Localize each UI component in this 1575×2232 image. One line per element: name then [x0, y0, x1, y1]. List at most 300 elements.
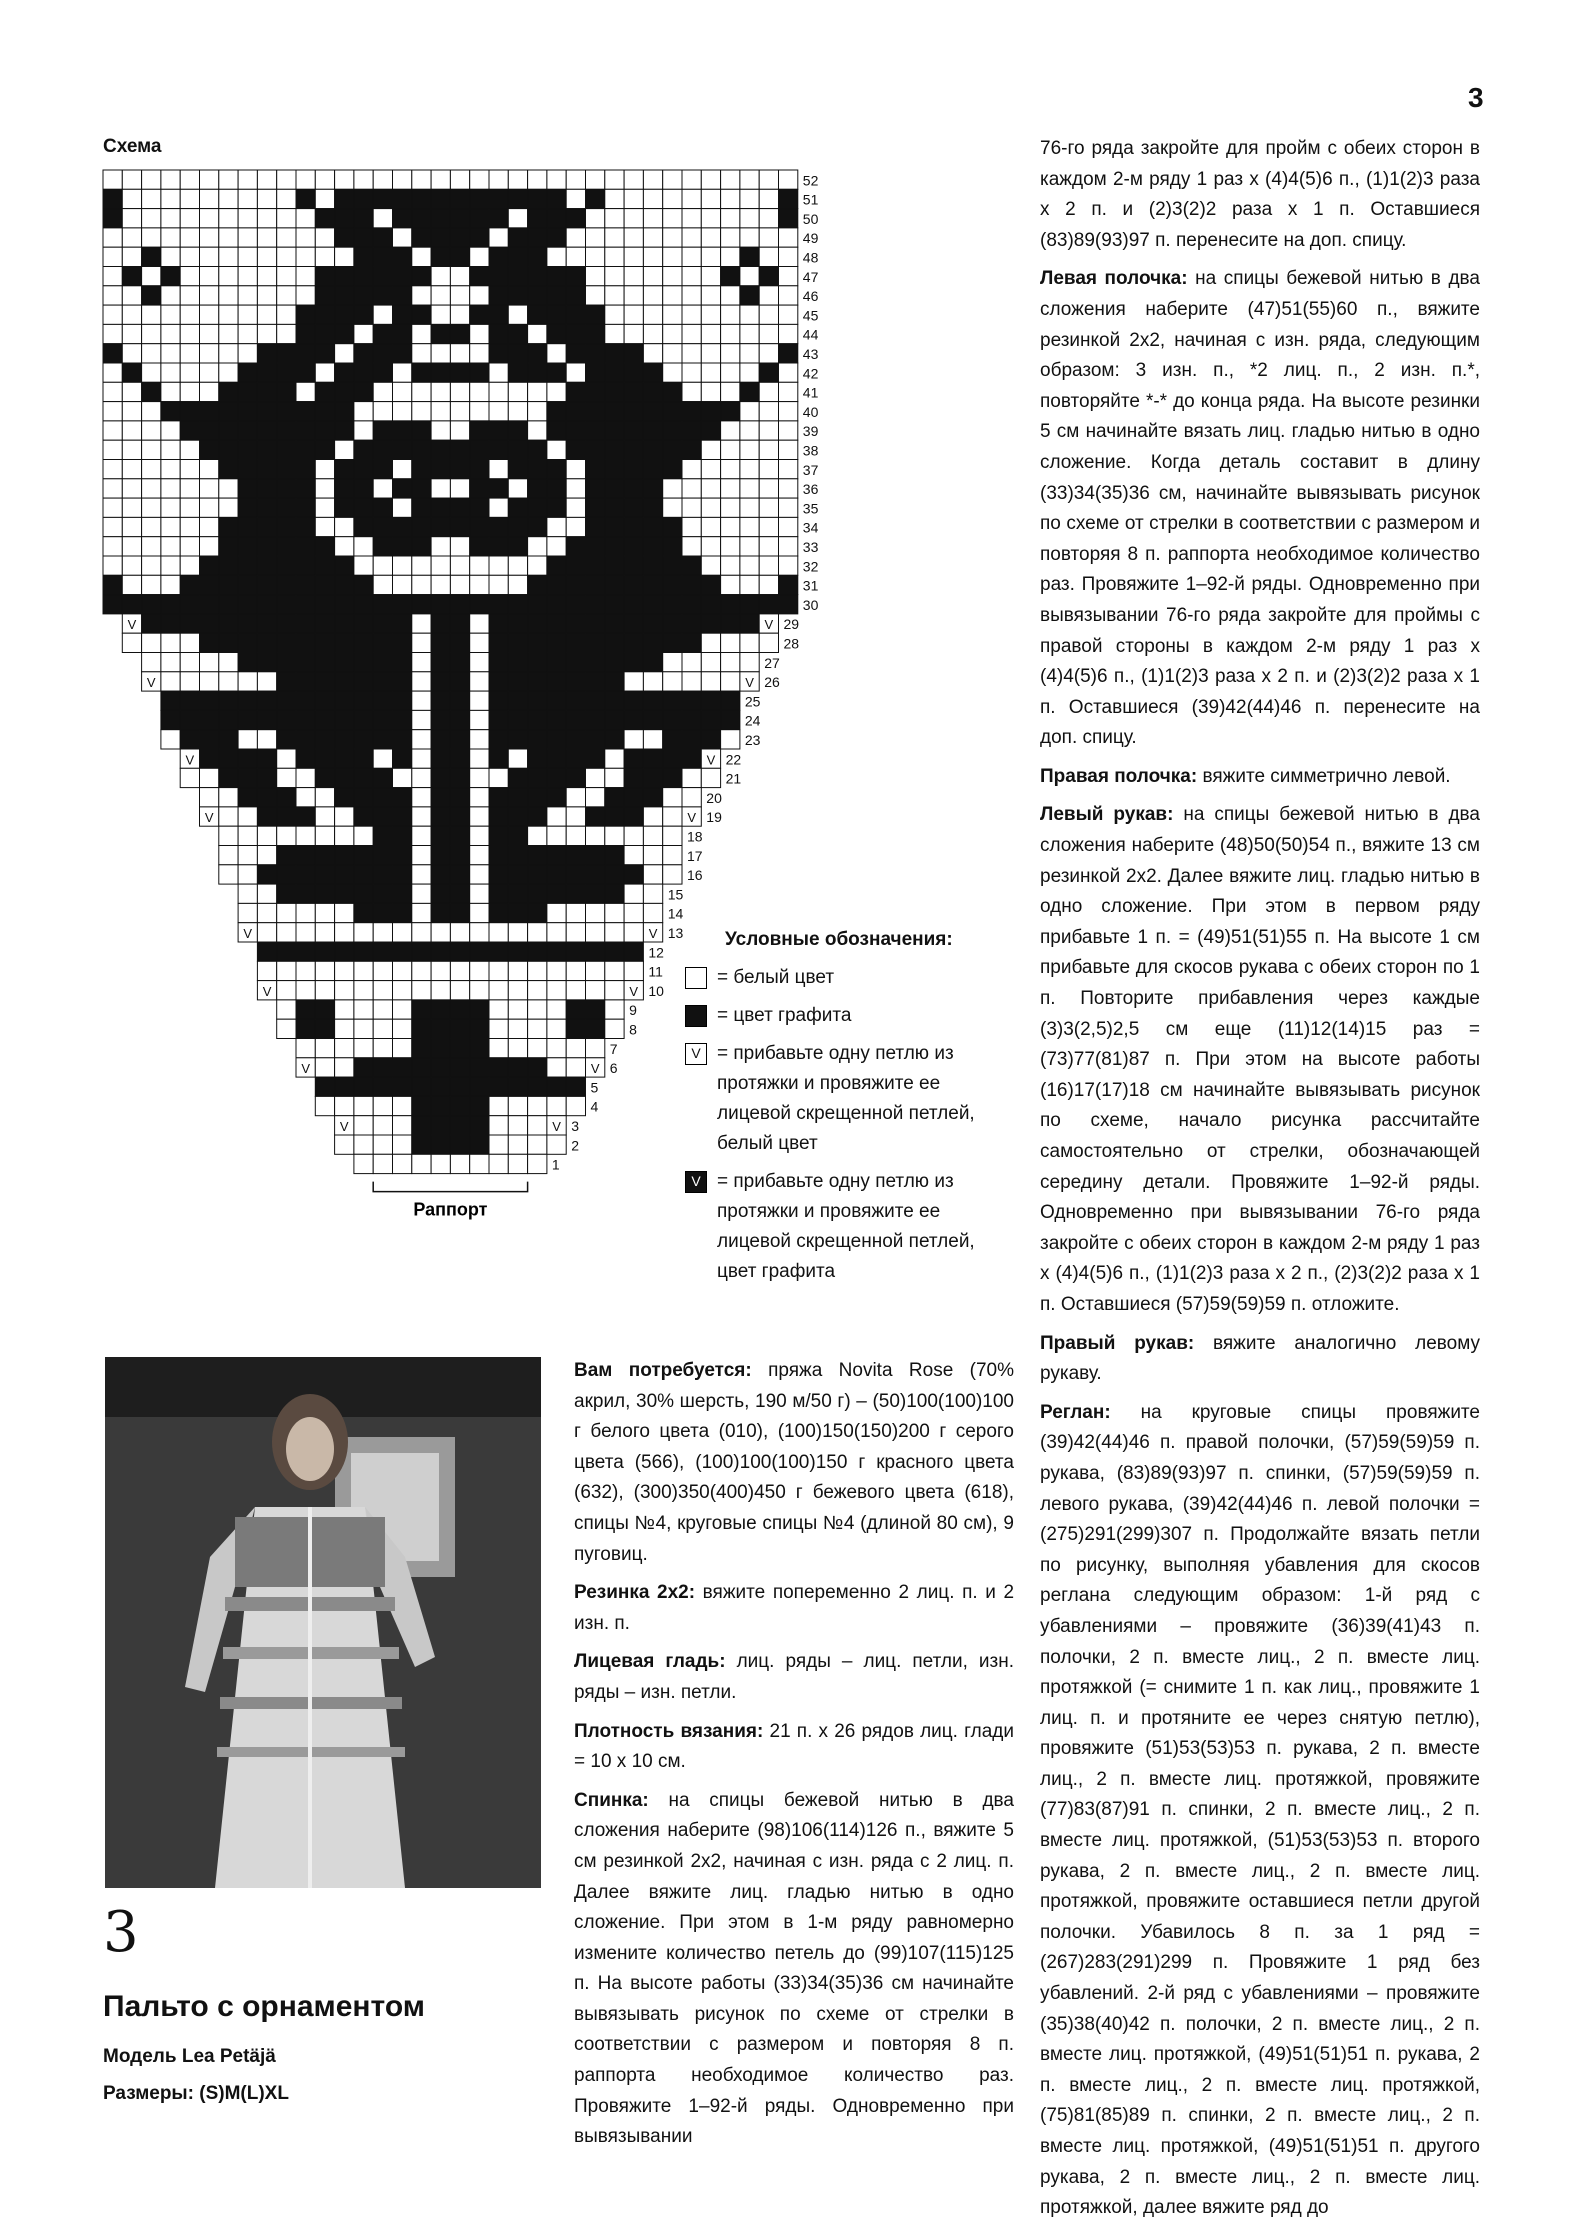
- chart-cell-white: [103, 440, 122, 459]
- chart-cell-dark: [586, 1019, 605, 1038]
- chart-cell-white: [643, 170, 662, 189]
- chart-cell-dark: [412, 189, 431, 208]
- chart-cell-dark: [431, 672, 450, 691]
- chart-cell-dark: [470, 942, 489, 961]
- chart-cell-white: [586, 1039, 605, 1058]
- chart-cell-dark: [663, 537, 682, 556]
- chart-cell-white: [200, 344, 219, 363]
- chart-cell-dark: [643, 402, 662, 421]
- row-number-label: 45: [802, 307, 819, 324]
- chart-cell-white: [663, 363, 682, 382]
- chart-cell-white: [142, 537, 161, 556]
- chart-cell-dark: [277, 517, 296, 536]
- paragraph-label: Левая полочка:: [1040, 268, 1188, 290]
- chart-cell-dark: [605, 865, 624, 884]
- paragraph-text: вяжите аналогично левому рукаву.: [1040, 1332, 1480, 1385]
- chart-cell-white: [431, 305, 450, 324]
- chart-cell-dark: [528, 691, 547, 710]
- chart-cell-white: [335, 517, 354, 536]
- chart-cell-dark: [335, 189, 354, 208]
- chart-cell-white: [257, 305, 276, 324]
- chart-cell-dark: [200, 421, 219, 440]
- chart-cell-white: [489, 1039, 508, 1058]
- chart-cell-dark: [219, 556, 238, 575]
- chart-cell-dark: [605, 344, 624, 363]
- chart-cell-dark: [566, 614, 585, 633]
- chart-cell-dark: [431, 846, 450, 865]
- chart-cell-white: [586, 923, 605, 942]
- chart-cell-dark: [566, 633, 585, 652]
- chart-cell-white: [682, 382, 701, 401]
- chart-cell-white: [701, 517, 720, 536]
- chart-cell-dark: [508, 189, 527, 208]
- chart-cell-dark: [393, 305, 412, 324]
- chart-cell-dark: [489, 440, 508, 459]
- chart-cell-white: [257, 730, 276, 749]
- chart-cell-white: [200, 768, 219, 787]
- chart-cell-white: [470, 382, 489, 401]
- chart-cell-dark: [315, 865, 334, 884]
- row-number-label: 40: [802, 403, 819, 420]
- chart-cell-white: [315, 170, 334, 189]
- chart-cell-white: [643, 344, 662, 363]
- chart-cell-white: [122, 170, 141, 189]
- chart-cell-dark: [528, 788, 547, 807]
- chart-cell-dark: [586, 344, 605, 363]
- chart-cell-white: [721, 305, 740, 324]
- paragraph: [1040, 1329, 1480, 1390]
- chart-cell-dark: [547, 363, 566, 382]
- chart-cell-white: [721, 170, 740, 189]
- chart-cell-dark: [624, 633, 643, 652]
- chart-cell-dark: [586, 710, 605, 729]
- chart-cell-white: [528, 1135, 547, 1154]
- chart-cell-dark: [161, 595, 180, 614]
- chart-cell-white: [373, 382, 392, 401]
- chart-cell-white: [335, 170, 354, 189]
- chart-cell-white: [470, 286, 489, 305]
- chart-cell-white: [489, 460, 508, 479]
- chart-cell-white: [412, 923, 431, 942]
- chart-cell-dark: [663, 421, 682, 440]
- chart-cell-dark: [547, 942, 566, 961]
- chart-cell-dark: [643, 710, 662, 729]
- chart-cell-dark: [450, 324, 469, 343]
- chart-cell-white: [335, 344, 354, 363]
- chart-cell-white: [238, 170, 257, 189]
- chart-cell-dark: [373, 903, 392, 922]
- chart-cell-dark: [315, 382, 334, 401]
- chart-cell-white: [393, 498, 412, 517]
- chart-cell-dark: [701, 402, 720, 421]
- chart-cell-white: [721, 247, 740, 266]
- chart-cell-dark: [605, 421, 624, 440]
- chart-cell-dark: [547, 324, 566, 343]
- chart-cell-dark: [315, 537, 334, 556]
- chart-cell-dark: [431, 788, 450, 807]
- chart-cell-dark: [605, 672, 624, 691]
- chart-cell-white: [489, 575, 508, 594]
- chart-cell-white: [122, 479, 141, 498]
- chart-cell-white: [740, 653, 759, 672]
- chart-cell-dark: [586, 460, 605, 479]
- chart-cell-dark: [450, 865, 469, 884]
- chart-cell-white: [701, 286, 720, 305]
- chart-cell-white: [238, 228, 257, 247]
- chart-cell-dark: [470, 595, 489, 614]
- chart-cell-white: [412, 749, 431, 768]
- chart-cell-dark: [296, 517, 315, 536]
- chart-cell-white: [373, 556, 392, 575]
- chart-cell-dark: [296, 421, 315, 440]
- chart-cell-dark: [605, 730, 624, 749]
- chart-cell-dark: [335, 788, 354, 807]
- chart-cell-dark: [393, 633, 412, 652]
- chart-cell-white: [701, 768, 720, 787]
- paragraph: [574, 1786, 1014, 2153]
- chart-cell-white: [373, 1019, 392, 1038]
- chart-cell-white: [643, 189, 662, 208]
- chart-cell-white: [586, 981, 605, 1000]
- chart-cell-dark: [643, 537, 662, 556]
- chart-cell-dark: [547, 286, 566, 305]
- chart-cell-white: [431, 402, 450, 421]
- chart-cell-white: [296, 286, 315, 305]
- chart-cell-dark: [508, 324, 527, 343]
- chart-cell-white: [161, 460, 180, 479]
- chart-cell-dark: [354, 363, 373, 382]
- chart-cell-dark: [277, 884, 296, 903]
- chart-cell-white: [257, 267, 276, 286]
- chart-cell-white: [161, 537, 180, 556]
- chart-cell-white: [624, 672, 643, 691]
- chart-cell-white: [142, 633, 161, 652]
- chart-cell-white: [759, 170, 778, 189]
- chart-cell-dark: [431, 730, 450, 749]
- chart-cell-dark: [586, 846, 605, 865]
- chart-cell-white: [721, 672, 740, 691]
- chart-cell-white: [354, 923, 373, 942]
- chart-cell-dark: [566, 942, 585, 961]
- chart-cell-dark: [238, 575, 257, 594]
- chart-cell-white: [701, 537, 720, 556]
- chart-cell-white: [547, 1096, 566, 1115]
- chart-cell-white: [200, 267, 219, 286]
- chart-cell-dark: [373, 286, 392, 305]
- chart-cell-dark: [373, 498, 392, 517]
- chart-cell-dark: [586, 807, 605, 826]
- chart-cell-dark: [354, 228, 373, 247]
- chart-cell-dark: [431, 1019, 450, 1038]
- chart-cell-dark: [586, 691, 605, 710]
- chart-cell-dark: [489, 344, 508, 363]
- chart-cell-dark: [528, 440, 547, 459]
- chart-cell-white: [180, 344, 199, 363]
- chart-cell-dark: [605, 479, 624, 498]
- chart-cell-white: [779, 305, 798, 324]
- chart-cell-white: [759, 286, 778, 305]
- paragraph: [1040, 762, 1480, 793]
- chart-cell-white: [721, 730, 740, 749]
- chart-cell-dark: [431, 247, 450, 266]
- chart-cell-white: [759, 517, 778, 536]
- chart-cell-dark: [663, 575, 682, 594]
- chart-cell-white: [277, 768, 296, 787]
- chart-cell-white: [257, 209, 276, 228]
- chart-cell-dark: [624, 807, 643, 826]
- chart-cell-dark: [547, 209, 566, 228]
- chart-cell-white: [470, 981, 489, 1000]
- row-number-label: 18: [687, 828, 703, 845]
- chart-cell-white: [200, 517, 219, 536]
- chart-cell-white: [200, 363, 219, 382]
- chart-cell-dark: [508, 1077, 527, 1096]
- chart-cell-dark: [450, 788, 469, 807]
- chart-cell-dark: [586, 421, 605, 440]
- increase-mark-icon: V: [146, 675, 156, 691]
- chart-cell-dark: [431, 498, 450, 517]
- chart-cell-white: [296, 267, 315, 286]
- chart-cell-dark: [412, 1135, 431, 1154]
- chart-cell-dark: [779, 209, 798, 228]
- chart-cell-white: [721, 440, 740, 459]
- chart-cell-white: [740, 633, 759, 652]
- chart-cell-white: [412, 710, 431, 729]
- chart-cell-dark: [489, 865, 508, 884]
- chart-cell-white: [624, 228, 643, 247]
- chart-cell-white: [682, 170, 701, 189]
- chart-cell-white: [412, 653, 431, 672]
- row-number-label: 16: [687, 867, 703, 884]
- rapport-label: Раппорт: [413, 1199, 488, 1220]
- chart-cell-white: [624, 286, 643, 305]
- chart-cell-white: [740, 209, 759, 228]
- chart-cell-white: [219, 267, 238, 286]
- chart-cell-white: [142, 460, 161, 479]
- chart-cell-white: [354, 1000, 373, 1019]
- chart-cell-dark: [373, 807, 392, 826]
- chart-cell-dark: [508, 421, 527, 440]
- chart-cell-dark: [335, 653, 354, 672]
- chart-cell-dark: [586, 189, 605, 208]
- chart-cell-white: [103, 324, 122, 343]
- chart-cell-dark: [682, 691, 701, 710]
- chart-cell-dark: [508, 672, 527, 691]
- chart-cell-dark: [103, 189, 122, 208]
- chart-cell-dark: [470, 209, 489, 228]
- chart-cell-dark: [470, 537, 489, 556]
- chart-cell-white: [470, 730, 489, 749]
- chart-cell-white: [393, 228, 412, 247]
- chart-cell-white: [721, 324, 740, 343]
- increase-mark-icon: V: [687, 810, 696, 826]
- chart-cell-dark: [335, 865, 354, 884]
- chart-cell-white: [161, 556, 180, 575]
- paragraph-text: на круговые спицы провяжите (39)42(44)46 п. правой полочки, (57)59(59)59 п. рукава, (83)89(93)97 п. спинки, (57)59(59)59 п. левого рукава, (39)42(44)46 п. левой полочки = (275)291(299)307 п. Продолжайте вязать петли по рисунку, выполняя убавления для скосов реглана следующим образом: 1-й ряд с убавлениями – провяжите (36)39(41)43 п. полочки, 2 п. вместе лиц., 2 п. вместе лиц. протяжкой (= снимите 1 п. как лиц., провяжите 1 лиц. п. и протяните ее через снятую петлю), провяжите (51)53(53)53 п. рукава, 2 п. вместе лиц., 2 п. вместе лиц. протяжкой, провяжите (77)83(87)91 п. спинки, 2 п. вместе лиц., 2 п. вместе лиц. протяжкой, (51)53(53)53 п. второго рукава, 2 п. вместе лиц., 2 п. вместе лиц. протяжкой, провяжите оставшиеся петли другой полочки. Убавилось 8 п. за 1 ряд = (267)283(291)299 п. Провяжите 1 ряд без убавлений. 2-й ряд с убавлениями – провяжите (35)38(40)42 п. полочки, 2 п. вместе лиц., 2 п. вместе лиц. протяжкой, (49)51(51)51 п. рукава, 2 п. вместе лиц., 2 п. вместе лиц. протяжкой, (75)81(85)89 п. спинки, 2 п. вместе лиц., 2 п. вместе лиц. протяжкой, (49)51(51)51 п. другого рукава, 2 п. вместе лиц., 2 п. вместе лиц. протяжкой, далее вяжите ряд до: [1040, 1401, 1480, 2219]
- chart-cell-dark: [566, 1077, 585, 1096]
- chart-cell-dark: [315, 884, 334, 903]
- chart-cell-white: [489, 228, 508, 247]
- chart-cell-dark: [450, 1019, 469, 1038]
- chart-cell-white: [547, 344, 566, 363]
- chart-cell-white: [354, 556, 373, 575]
- chart-cell-dark: [624, 710, 643, 729]
- chart-cell-white: [393, 961, 412, 980]
- chart-cell-white: [528, 402, 547, 421]
- chart-cell-white: [759, 479, 778, 498]
- chart-cell-white: [508, 305, 527, 324]
- chart-cell-dark: [180, 402, 199, 421]
- chart-cell-white: [566, 228, 585, 247]
- chart-cell-white: [296, 768, 315, 787]
- chart-cell-dark: [277, 344, 296, 363]
- chart-cell-dark: [431, 1135, 450, 1154]
- chart-cell-dark: [354, 807, 373, 826]
- chart-cell-dark: [335, 421, 354, 440]
- chart-cell-dark: [431, 614, 450, 633]
- chart-cell-dark: [508, 1058, 527, 1077]
- chart-cell-dark: [759, 595, 778, 614]
- chart-cell-white: [238, 672, 257, 691]
- chart-cell-dark: [219, 691, 238, 710]
- chart-cell-white: [373, 1154, 392, 1173]
- chart-cell-dark: [721, 691, 740, 710]
- chart-cell-dark: [489, 884, 508, 903]
- chart-cell-white: [335, 440, 354, 459]
- chart-cell-white: [180, 305, 199, 324]
- chart-cell-white: [682, 324, 701, 343]
- chart-cell-white: [643, 884, 662, 903]
- chart-cell-white: [605, 1019, 624, 1038]
- row-number-label: 10: [648, 982, 664, 999]
- chart-cell-dark: [393, 189, 412, 208]
- chart-cell-dark: [547, 1077, 566, 1096]
- chart-cell-dark: [238, 517, 257, 536]
- row-number-label: 5: [590, 1079, 599, 1096]
- chart-cell-dark: [296, 942, 315, 961]
- chart-cell-dark: [489, 614, 508, 633]
- paragraph-text: 21 п. х 26 рядов лиц. глади = 10 х 10 см.: [574, 1720, 1014, 1773]
- chart-cell-dark: [219, 382, 238, 401]
- chart-cell-white: [508, 170, 527, 189]
- chart-cell-dark: [508, 768, 527, 787]
- chart-cell-white: [547, 961, 566, 980]
- chart-cell-dark: [489, 633, 508, 652]
- chart-cell-white: [200, 305, 219, 324]
- chart-cell-white: [219, 344, 238, 363]
- chart-cell-dark: [373, 1077, 392, 1096]
- chart-cell-white: [277, 981, 296, 1000]
- chart-cell-dark: [354, 903, 373, 922]
- chart-cell-dark: [335, 730, 354, 749]
- chart-cell-white: [354, 324, 373, 343]
- chart-cell-white: [721, 653, 740, 672]
- row-number-label: 31: [802, 577, 819, 594]
- chart-cell-white: [643, 672, 662, 691]
- chart-cell-white: [393, 1019, 412, 1038]
- chart-cell-dark: [624, 575, 643, 594]
- chart-cell-dark: [566, 324, 585, 343]
- chart-cell-white: [103, 247, 122, 266]
- chart-cell-white: [470, 170, 489, 189]
- chart-cell-dark: [566, 1019, 585, 1038]
- chart-cell-white: [682, 653, 701, 672]
- chart-cell-dark: [296, 884, 315, 903]
- chart-cell-dark: [373, 826, 392, 845]
- chart-cell-dark: [740, 382, 759, 401]
- chart-cell-dark: [779, 189, 798, 208]
- chart-cell-dark: [296, 807, 315, 826]
- chart-cell-dark: [257, 749, 276, 768]
- chart-cell-dark: [450, 1116, 469, 1135]
- chart-cell-white: [740, 440, 759, 459]
- chart-cell-white: [354, 1096, 373, 1115]
- chart-cell-dark: [257, 768, 276, 787]
- chart-cell-dark: [296, 440, 315, 459]
- chart-cell-dark: [354, 209, 373, 228]
- chart-cell-dark: [431, 749, 450, 768]
- chart-cell-dark: [547, 228, 566, 247]
- chart-cell-dark: [219, 460, 238, 479]
- chart-cell-dark: [663, 749, 682, 768]
- chart-cell-dark: [373, 1058, 392, 1077]
- chart-cell-white: [663, 324, 682, 343]
- chart-cell-white: [180, 517, 199, 536]
- chart-cell-dark: [431, 903, 450, 922]
- chart-cell-white: [740, 537, 759, 556]
- chart-cell-dark: [586, 517, 605, 536]
- chart-cell-dark: [624, 460, 643, 479]
- chart-cell-white: [701, 460, 720, 479]
- chart-cell-white: [393, 1039, 412, 1058]
- chart-cell-dark: [605, 363, 624, 382]
- chart-cell-dark: [721, 710, 740, 729]
- chart-cell-white: [740, 363, 759, 382]
- chart-cell-dark: [238, 633, 257, 652]
- chart-cell-white: [103, 421, 122, 440]
- chart-cell-dark: [257, 614, 276, 633]
- increase-mark-icon: V: [243, 926, 253, 941]
- pattern-number: 3: [103, 1900, 139, 1965]
- chart-cell-dark: [354, 479, 373, 498]
- chart-cell-dark: [624, 595, 643, 614]
- chart-cell-dark: [624, 768, 643, 787]
- chart-cell-white: [528, 421, 547, 440]
- chart-cell-white: [122, 228, 141, 247]
- chart-cell-dark: [103, 595, 122, 614]
- legend-item-dark: [685, 1001, 1015, 1031]
- chart-cell-dark: [431, 324, 450, 343]
- chart-cell-white: [682, 460, 701, 479]
- chart-cell-dark: [450, 440, 469, 459]
- chart-cell-white: [528, 1039, 547, 1058]
- chart-cell-white: [257, 324, 276, 343]
- chart-cell-white: [354, 981, 373, 1000]
- chart-cell-dark: [431, 653, 450, 672]
- chart-cell-white: [373, 575, 392, 594]
- chart-cell-dark: [161, 402, 180, 421]
- chart-cell-white: [759, 537, 778, 556]
- chart-cell-dark: [547, 672, 566, 691]
- row-number-label: 12: [648, 944, 664, 961]
- chart-cell-dark: [354, 595, 373, 614]
- row-number-label: 14: [667, 905, 684, 922]
- chart-cell-dark: [624, 344, 643, 363]
- chart-cell-dark: [373, 324, 392, 343]
- chart-cell-dark: [373, 768, 392, 787]
- chart-cell-white: [122, 344, 141, 363]
- chart-cell-dark: [489, 595, 508, 614]
